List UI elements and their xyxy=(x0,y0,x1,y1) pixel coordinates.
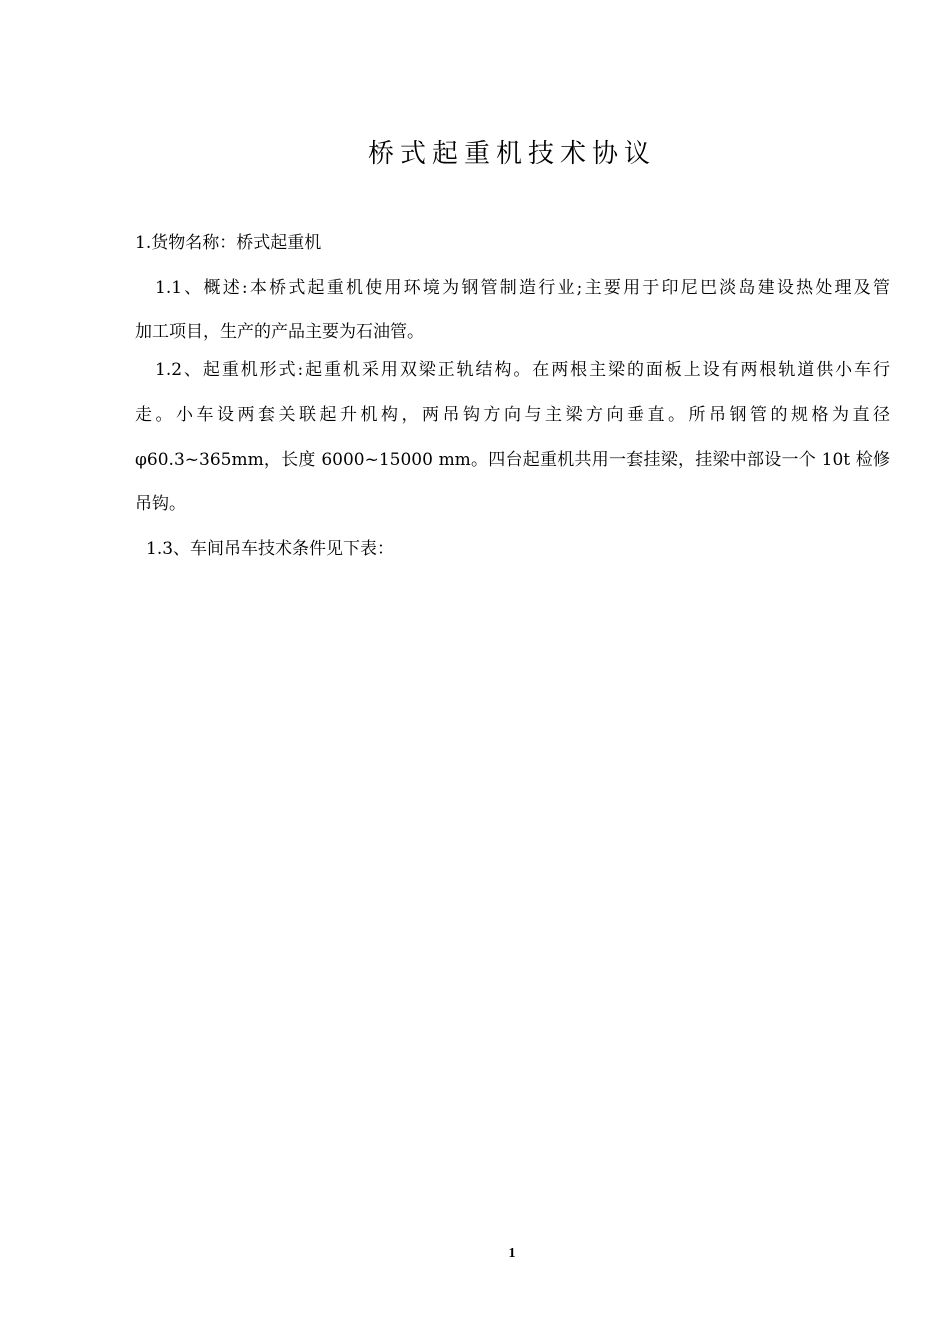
page-number: 1 xyxy=(508,1246,516,1261)
paragraph-line: φ60.3~365mm，长度 6000~15000 mm。四台起重机共用一套挂梁，挂梁中部设一个 10t 检修 xyxy=(135,450,890,470)
paragraph-line: 1.1、概述:本桥式起重机使用环境为钢管制造行业;主要用于印尼巴淡岛建设热处理及管 xyxy=(155,278,890,298)
document-title: 桥式起重机技术协议 xyxy=(367,139,656,169)
paragraph-line: 1.货物名称：桥式起重机 xyxy=(135,233,322,253)
paragraph-line: 走。小车设两套关联起升机构，两吊钩方向与主梁方向垂直。所吊钢管的规格为直径 xyxy=(135,405,890,425)
paragraph-line: 加工项目，生产的产品主要为石油管。 xyxy=(135,322,424,342)
paragraph-line: 1.3、车间吊车技术条件见下表： xyxy=(146,539,395,559)
paragraph-line: 1.2、起重机形式:起重机采用双梁正轨结构。在两根主梁的面板上设有两根轨道供小车行 xyxy=(155,360,890,380)
paragraph-line: 吊钩。 xyxy=(135,494,186,514)
